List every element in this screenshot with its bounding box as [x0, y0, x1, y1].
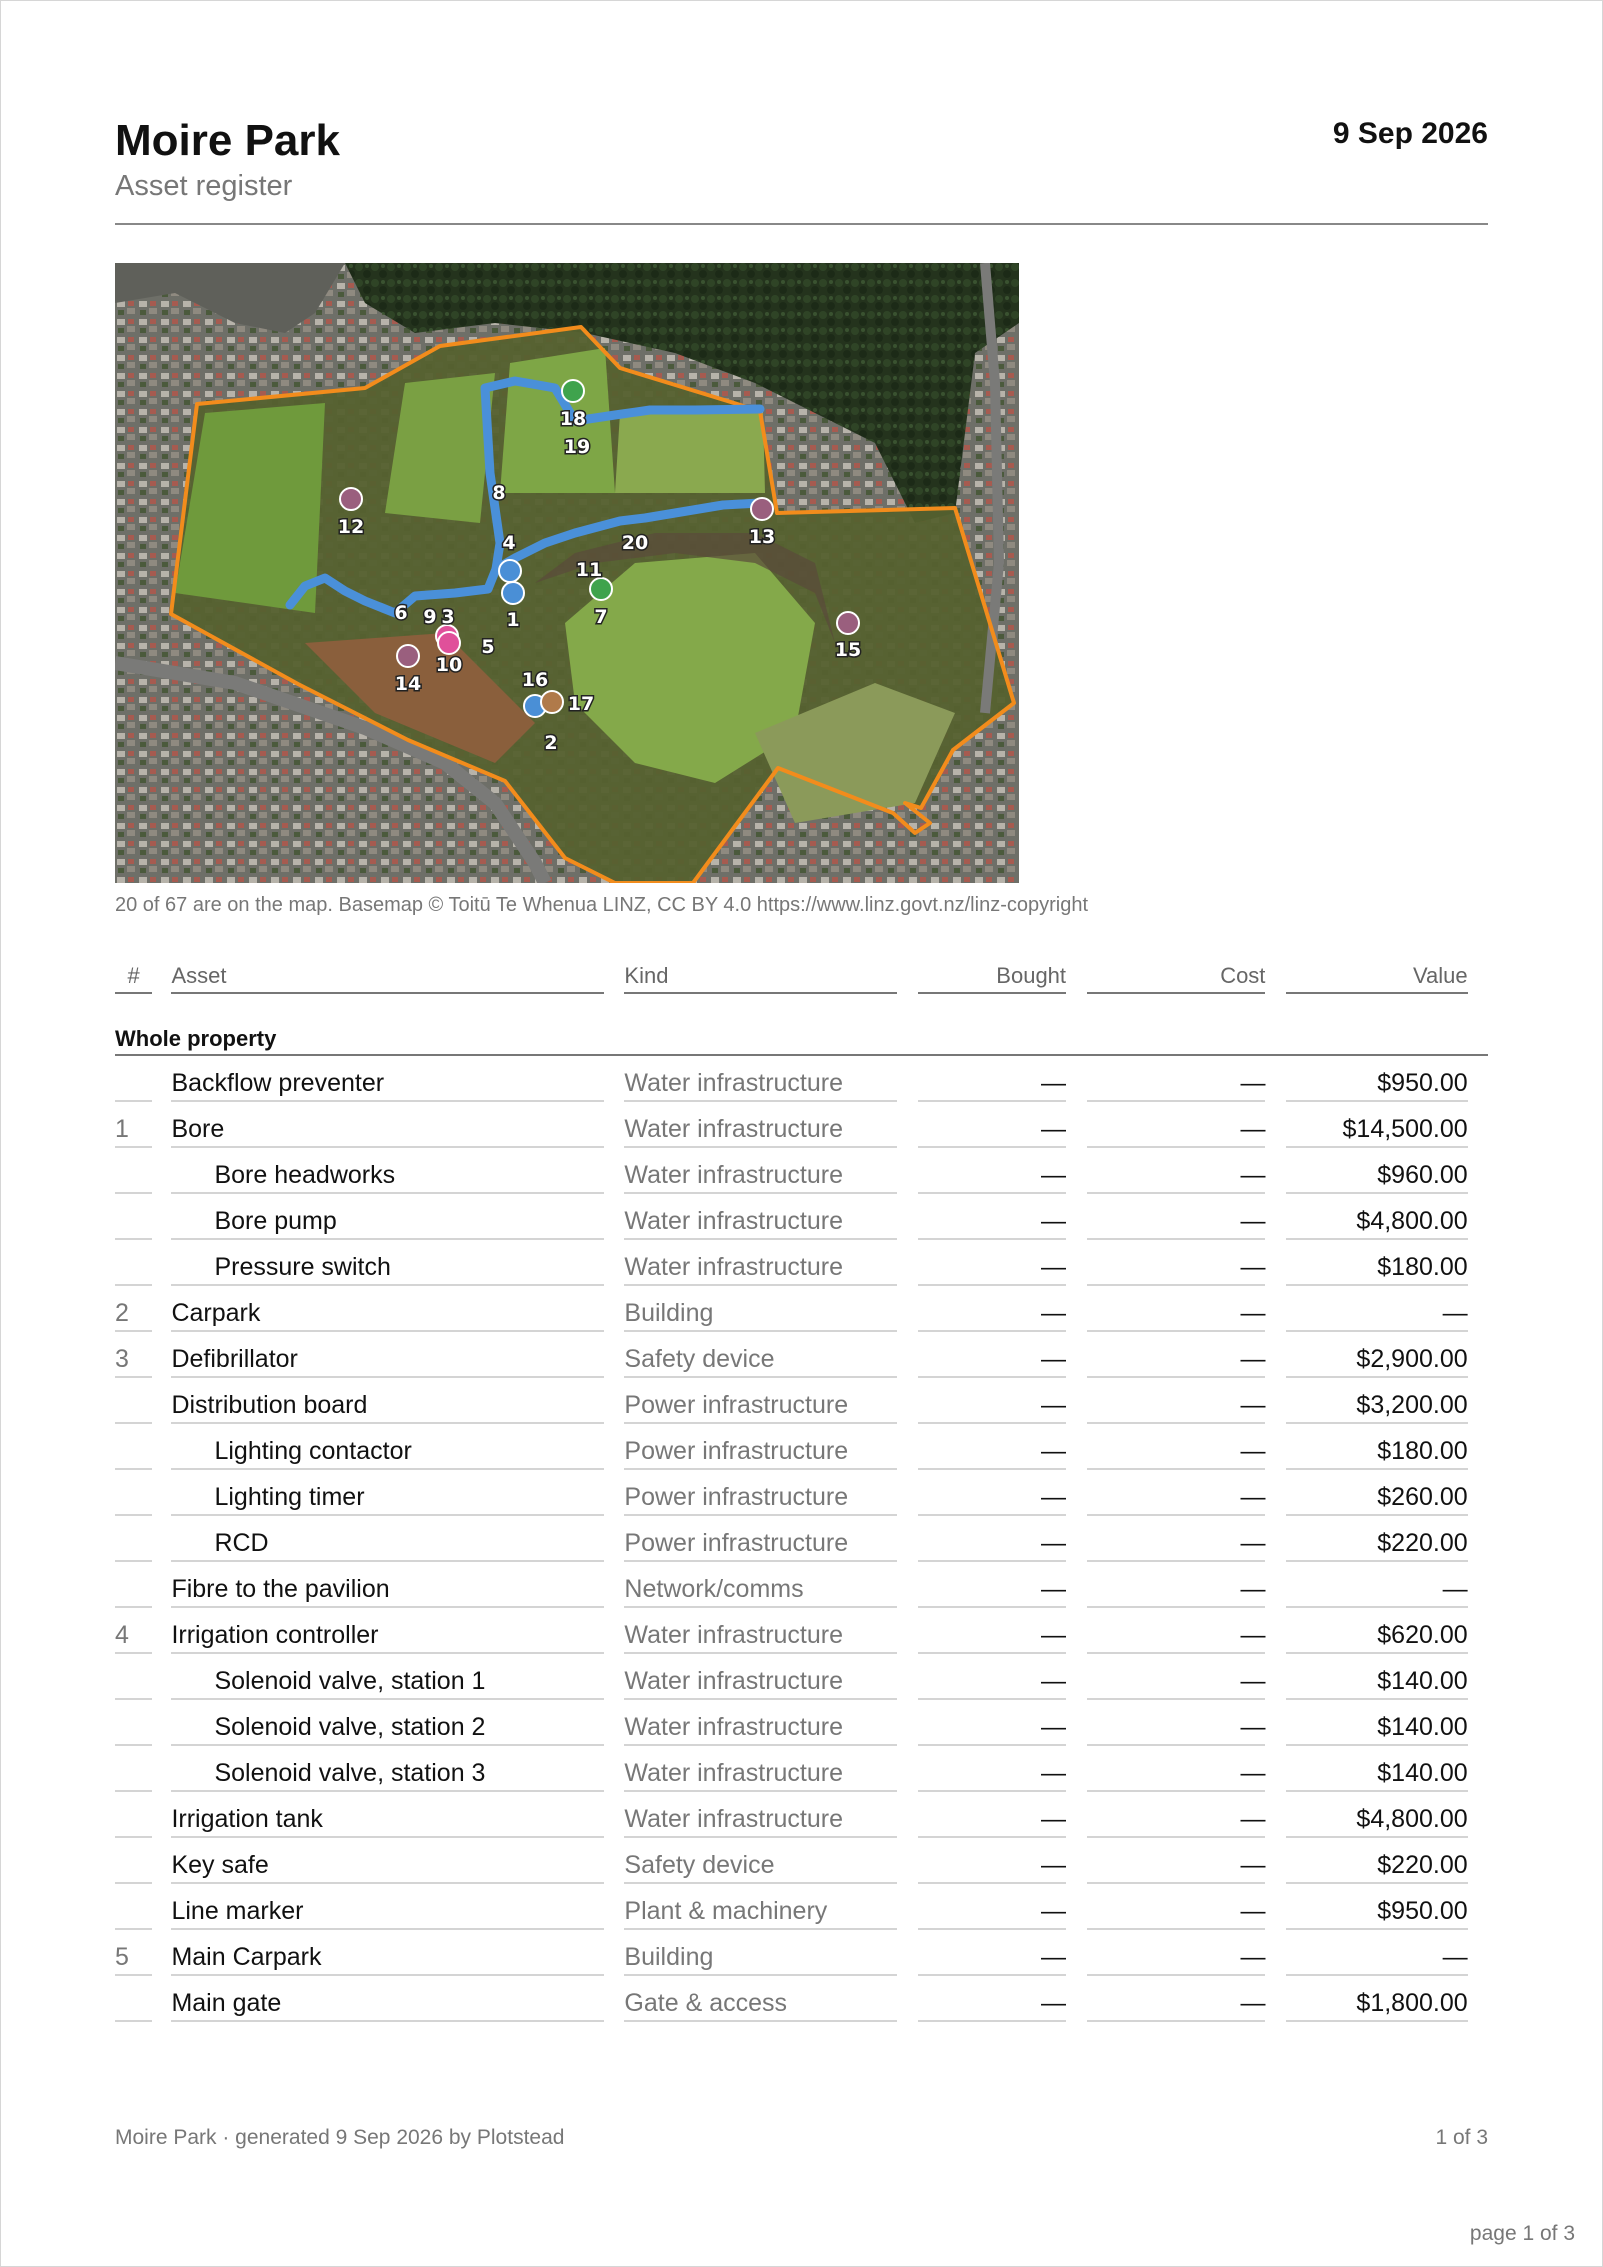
table-row[interactable] — [115, 1976, 1488, 2022]
marker-label: 14 — [394, 673, 422, 695]
table-header-row — [115, 958, 1488, 994]
section-row — [115, 994, 1488, 1056]
marker-7-dot — [590, 578, 612, 600]
cost-value: — — [1087, 1943, 1265, 1976]
col-num-header[interactable]: # — [115, 958, 152, 994]
asset-name: Bore headworks — [171, 1161, 604, 1194]
asset-value: $1,800.00 — [1286, 1989, 1468, 2022]
table-row[interactable] — [115, 1608, 1488, 1654]
asset-kind: Water infrastructure — [624, 1667, 896, 1700]
asset-kind: Power infrastructure — [624, 1391, 896, 1424]
marker-15-dot — [837, 612, 859, 634]
marker-label: 5 — [481, 636, 495, 658]
cost-value: — — [1087, 1253, 1265, 1286]
asset-table — [115, 958, 1488, 2022]
marker-label: 17 — [567, 693, 595, 715]
bought-date: — — [918, 1759, 1066, 1792]
asset-name: Solenoid valve, station 3 — [171, 1759, 604, 1792]
row-number: 5 — [115, 1943, 152, 1976]
bought-date: — — [918, 1483, 1066, 1516]
asset-value: $3,200.00 — [1286, 1391, 1468, 1424]
asset-kind: Network/comms — [624, 1575, 896, 1608]
table-row[interactable] — [115, 1746, 1488, 1792]
marker-label: 1 — [506, 609, 520, 631]
header-divider — [115, 223, 1488, 225]
row-number: 2 — [115, 1299, 152, 1332]
marker-12-dot — [340, 488, 362, 510]
bought-date: — — [918, 1299, 1066, 1332]
bought-date: — — [918, 1437, 1066, 1470]
asset-value: $220.00 — [1286, 1851, 1468, 1884]
asset-value: $14,500.00 — [1286, 1115, 1468, 1148]
asset-value: $180.00 — [1286, 1253, 1468, 1286]
marker-13-dot — [751, 498, 773, 520]
table-row[interactable] — [115, 1792, 1488, 1838]
footer-generated-note: Moire Park · generated 9 Sep 2026 by Plotstead — [115, 2126, 565, 2149]
table-row[interactable] — [115, 1654, 1488, 1700]
bought-date: — — [918, 1989, 1066, 2022]
cost-value: — — [1087, 1345, 1265, 1378]
bought-date: — — [918, 1621, 1066, 1654]
asset-value: $180.00 — [1286, 1437, 1468, 1470]
asset-name: Solenoid valve, station 1 — [171, 1667, 604, 1700]
asset-kind: Water infrastructure — [624, 1253, 896, 1286]
asset-kind: Power infrastructure — [624, 1483, 896, 1516]
table-row[interactable] — [115, 1838, 1488, 1884]
bought-date: — — [918, 1667, 1066, 1700]
asset-name: Irrigation controller — [171, 1621, 604, 1654]
asset-kind: Water infrastructure — [624, 1207, 896, 1240]
bought-date: — — [918, 1897, 1066, 1930]
asset-kind: Building — [624, 1943, 896, 1976]
row-number: 1 — [115, 1115, 152, 1148]
bought-date: — — [918, 1529, 1066, 1562]
asset-value: $960.00 — [1286, 1161, 1468, 1194]
table-row[interactable] — [115, 1470, 1488, 1516]
cost-value: — — [1087, 1713, 1265, 1746]
marker-label: 15 — [834, 639, 862, 661]
cost-value: — — [1087, 1989, 1265, 2022]
asset-kind: Safety device — [624, 1345, 896, 1378]
bought-date: — — [918, 1575, 1066, 1608]
asset-kind: Water infrastructure — [624, 1713, 896, 1746]
cost-value: — — [1087, 1437, 1265, 1470]
bought-date: — — [918, 1391, 1066, 1424]
cost-value: — — [1087, 1851, 1265, 1884]
asset-value: — — [1286, 1943, 1468, 1976]
col-value-header[interactable]: Value — [1286, 958, 1468, 994]
page-number-label: page 1 of 3 — [1469, 2222, 1575, 2245]
asset-value: $140.00 — [1286, 1713, 1468, 1746]
asset-name: Key safe — [171, 1851, 604, 1884]
aerial-map-image — [115, 263, 1019, 883]
marker-label: 18 — [559, 408, 587, 430]
col-kind-header[interactable]: Kind — [624, 958, 896, 994]
asset-name: Defibrillator — [171, 1345, 604, 1378]
asset-name: Main gate — [171, 1989, 604, 2022]
cost-value: — — [1087, 1069, 1265, 1102]
bought-date: — — [918, 1161, 1066, 1194]
col-cost-header[interactable]: Cost — [1087, 958, 1265, 994]
marker-label: 20 — [621, 532, 649, 554]
asset-name: Distribution board — [171, 1391, 604, 1424]
page-title: Moire Park — [115, 116, 340, 165]
bought-date: — — [918, 1943, 1066, 1976]
bought-date: — — [918, 1713, 1066, 1746]
asset-name: Bore — [171, 1115, 604, 1148]
cost-value: — — [1087, 1391, 1265, 1424]
asset-kind: Water infrastructure — [624, 1161, 896, 1194]
asset-name: Solenoid valve, station 2 — [171, 1713, 604, 1746]
asset-kind: Water infrastructure — [624, 1759, 896, 1792]
table-row[interactable] — [115, 1562, 1488, 1608]
bought-date: — — [918, 1115, 1066, 1148]
table-row[interactable] — [115, 1148, 1488, 1194]
marker-label: 8 — [492, 482, 506, 504]
asset-value: $220.00 — [1286, 1529, 1468, 1562]
asset-name: Backflow preventer — [171, 1069, 604, 1102]
asset-name: Bore pump — [171, 1207, 604, 1240]
asset-value: $140.00 — [1286, 1759, 1468, 1792]
marker-label: 11 — [575, 559, 603, 581]
marker-label: 7 — [594, 606, 608, 628]
table-row[interactable] — [115, 1102, 1488, 1148]
asset-name: Pressure switch — [171, 1253, 604, 1286]
asset-value: $4,800.00 — [1286, 1207, 1468, 1240]
table-row[interactable] — [115, 1516, 1488, 1562]
row-number — [115, 2018, 152, 2022]
table-row[interactable] — [115, 1424, 1488, 1470]
marker-4-dot — [499, 560, 521, 582]
marker-label: 13 — [748, 526, 776, 548]
cost-value: — — [1087, 1207, 1265, 1240]
asset-value: $140.00 — [1286, 1667, 1468, 1700]
bought-date: — — [918, 1345, 1066, 1378]
asset-kind: Building — [624, 1299, 896, 1332]
table-row[interactable] — [115, 1240, 1488, 1286]
table-row[interactable] — [115, 1286, 1488, 1332]
asset-name: Carpark — [171, 1299, 604, 1332]
asset-kind: Water infrastructure — [624, 1069, 896, 1102]
marker-1-dot — [502, 582, 524, 604]
asset-kind: Plant & machinery — [624, 1897, 896, 1930]
asset-value: $260.00 — [1286, 1483, 1468, 1516]
page-subtitle: Asset register — [115, 170, 293, 202]
asset-name: Fibre to the pavilion — [171, 1575, 604, 1608]
row-number: 4 — [115, 1621, 152, 1654]
asset-value: $4,800.00 — [1286, 1805, 1468, 1838]
cost-value: — — [1087, 1161, 1265, 1194]
col-bought-header[interactable]: Bought — [918, 958, 1066, 994]
asset-kind: Water infrastructure — [624, 1621, 896, 1654]
cost-value: — — [1087, 1667, 1265, 1700]
marker-label: 19 — [563, 436, 591, 458]
table-row[interactable] — [115, 1930, 1488, 1976]
bought-date: — — [918, 1207, 1066, 1240]
asset-name: Line marker — [171, 1897, 604, 1930]
asset-name: Main Carpark — [171, 1943, 604, 1976]
table-row[interactable] — [115, 1884, 1488, 1930]
cost-value: — — [1087, 1575, 1265, 1608]
marker-label: 4 — [502, 532, 516, 554]
marker-label: 6 — [394, 602, 408, 624]
marker-label: 3 — [441, 606, 455, 628]
map-caption: 20 of 67 are on the map. Basemap © Toitū Te Whenua LINZ, CC BY 4.0 https://www.linz.govt.nz/linz-copyright — [115, 894, 1089, 916]
asset-name: Lighting timer — [171, 1483, 604, 1516]
cost-value: — — [1087, 1897, 1265, 1930]
asset-name: RCD — [171, 1529, 604, 1562]
table-row[interactable] — [115, 1378, 1488, 1424]
marker-10-dot — [438, 632, 460, 654]
asset-kind: Power infrastructure — [624, 1437, 896, 1470]
footer-page-count: 1 of 3 — [1435, 2126, 1488, 2149]
cost-value: — — [1087, 1621, 1265, 1654]
asset-value: — — [1286, 1299, 1468, 1332]
marker-label: 12 — [337, 516, 365, 538]
asset-value: $950.00 — [1286, 1069, 1468, 1102]
property-map[interactable] — [115, 263, 1019, 883]
cost-value: — — [1087, 1115, 1265, 1148]
bought-date: — — [918, 1253, 1066, 1286]
marker-17-dot — [541, 691, 563, 713]
asset-name: Irrigation tank — [171, 1805, 604, 1838]
asset-value: $620.00 — [1286, 1621, 1468, 1654]
marker-label: 16 — [521, 669, 549, 691]
col-asset-header[interactable]: Asset — [171, 958, 604, 994]
asset-value: — — [1286, 1575, 1468, 1608]
asset-kind: Power infrastructure — [624, 1529, 896, 1562]
asset-kind: Gate & access — [624, 1989, 896, 2022]
table-row[interactable] — [115, 1194, 1488, 1240]
table-row[interactable] — [115, 1056, 1488, 1102]
asset-kind: Water infrastructure — [624, 1805, 896, 1838]
bought-date: — — [918, 1805, 1066, 1838]
marker-18-dot — [562, 380, 584, 402]
cost-value: — — [1087, 1299, 1265, 1332]
cost-value: — — [1087, 1529, 1265, 1562]
cost-value: — — [1087, 1805, 1265, 1838]
marker-label: 10 — [435, 654, 463, 676]
asset-kind: Safety device — [624, 1851, 896, 1884]
report-date: 9 Sep 2026 — [1332, 117, 1488, 150]
asset-value: $2,900.00 — [1286, 1345, 1468, 1378]
cost-value: — — [1087, 1483, 1265, 1516]
bought-date: — — [918, 1069, 1066, 1102]
row-number: 3 — [115, 1345, 152, 1378]
marker-14-dot — [397, 645, 419, 667]
section-title: Whole property — [115, 1026, 1488, 1056]
table-row[interactable] — [115, 1332, 1488, 1378]
cost-value: — — [1087, 1759, 1265, 1792]
asset-name: Lighting contactor — [171, 1437, 604, 1470]
marker-label: 2 — [544, 732, 558, 754]
asset-kind: Water infrastructure — [624, 1115, 896, 1148]
marker-label: 9 — [423, 606, 437, 628]
bought-date: — — [918, 1851, 1066, 1884]
table-row[interactable] — [115, 1700, 1488, 1746]
asset-value: $950.00 — [1286, 1897, 1468, 1930]
